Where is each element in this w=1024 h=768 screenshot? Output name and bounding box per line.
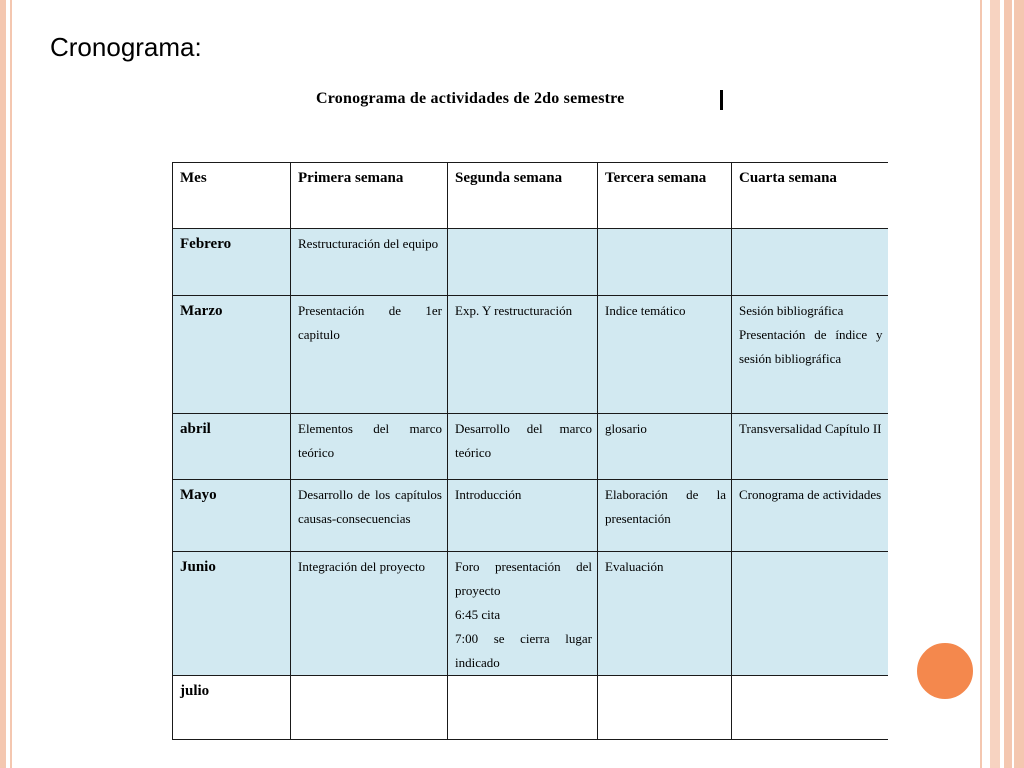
table-row [173, 552, 888, 676]
table-row [173, 676, 888, 740]
table-row [173, 480, 888, 552]
decorative-dot [914, 640, 976, 702]
activity-cell [732, 296, 888, 414]
month-cell: julio [173, 676, 291, 740]
slide-border-right-thin [980, 0, 982, 768]
activity-text: Restructuración del equipo [298, 236, 439, 251]
activity-text: Exp. Y restructuración [455, 303, 573, 318]
activity-cell [598, 229, 732, 296]
month-cell: Febrero [173, 229, 291, 296]
activity-cell [732, 676, 888, 740]
activity-cell [291, 676, 448, 740]
activity-text: glosario [605, 421, 647, 436]
schedule-table [172, 162, 888, 740]
slide-title: Cronograma: [50, 32, 202, 62]
activity-text: Presentación de índice y sesión bibliográfica [739, 327, 883, 366]
activity-text: Elaboración de la presentación [605, 487, 726, 526]
activity-cell [291, 229, 448, 296]
activity-text: Elementos del marco teórico [298, 421, 442, 460]
activity-cell [598, 552, 732, 676]
activity-text: Evaluación [605, 559, 664, 574]
month-cell: Marzo [173, 296, 291, 414]
text-cursor [720, 90, 723, 110]
activity-cell [732, 229, 888, 296]
header-month: Mes [173, 163, 291, 229]
table-body [173, 229, 888, 740]
activity-cell [291, 552, 448, 676]
activity-text: Desarrollo de los capítulos causas-consecuencias [298, 487, 442, 526]
table-title: Cronograma de actividades de 2do semestre [316, 90, 625, 107]
month-cell: Mayo [173, 480, 291, 552]
table-header-row [173, 163, 888, 229]
activity-cell [598, 296, 732, 414]
activity-text: Integración del proyecto [298, 559, 426, 574]
activity-text: Sesión bibliográfica [739, 303, 844, 318]
slide-border-left-inner [10, 0, 12, 768]
activity-cell [291, 480, 448, 552]
activity-cell [598, 676, 732, 740]
activity-cell [732, 552, 888, 676]
activity-cell [448, 552, 598, 676]
activity-cell [448, 229, 598, 296]
activity-cell [448, 296, 598, 414]
activity-cell [291, 296, 448, 414]
slide-border-right-gap [1012, 0, 1014, 768]
activity-cell [732, 414, 888, 480]
header-week-4: Cuarta semana [732, 163, 888, 229]
header-week-1: Primera semana [291, 163, 448, 229]
slide-border-left-outer [0, 0, 6, 768]
header-week-2: Segunda semana [448, 163, 598, 229]
activity-text: Desarrollo del marco teórico [455, 421, 592, 460]
activity-text: Foro presentación del proyecto [455, 559, 592, 598]
activity-cell [291, 414, 448, 480]
activity-text: 7:00 se cierra lugar indicado [455, 631, 592, 670]
activity-cell [598, 414, 732, 480]
table-row [173, 296, 888, 414]
activity-cell [732, 480, 888, 552]
activity-cell [448, 414, 598, 480]
header-week-3: Tercera semana [598, 163, 732, 229]
activity-cell [448, 676, 598, 740]
activity-cell [448, 480, 598, 552]
activity-cell [598, 480, 732, 552]
slide-border-right-outer [1004, 0, 1024, 768]
activity-text: Introducción [455, 487, 522, 502]
month-cell: Junio [173, 552, 291, 676]
table-row [173, 229, 888, 296]
activity-text: Cronograma de actividades [739, 487, 882, 502]
activity-text: 6:45 cita [455, 607, 501, 622]
table-row [173, 414, 888, 480]
activity-text: Transversalidad Capítulo II [739, 421, 882, 436]
month-cell: abril [173, 414, 291, 480]
activity-text: Indice temático [605, 303, 686, 318]
slide-border-right-mid [990, 0, 1000, 768]
activity-text: Presentación de 1er capitulo [298, 303, 442, 342]
